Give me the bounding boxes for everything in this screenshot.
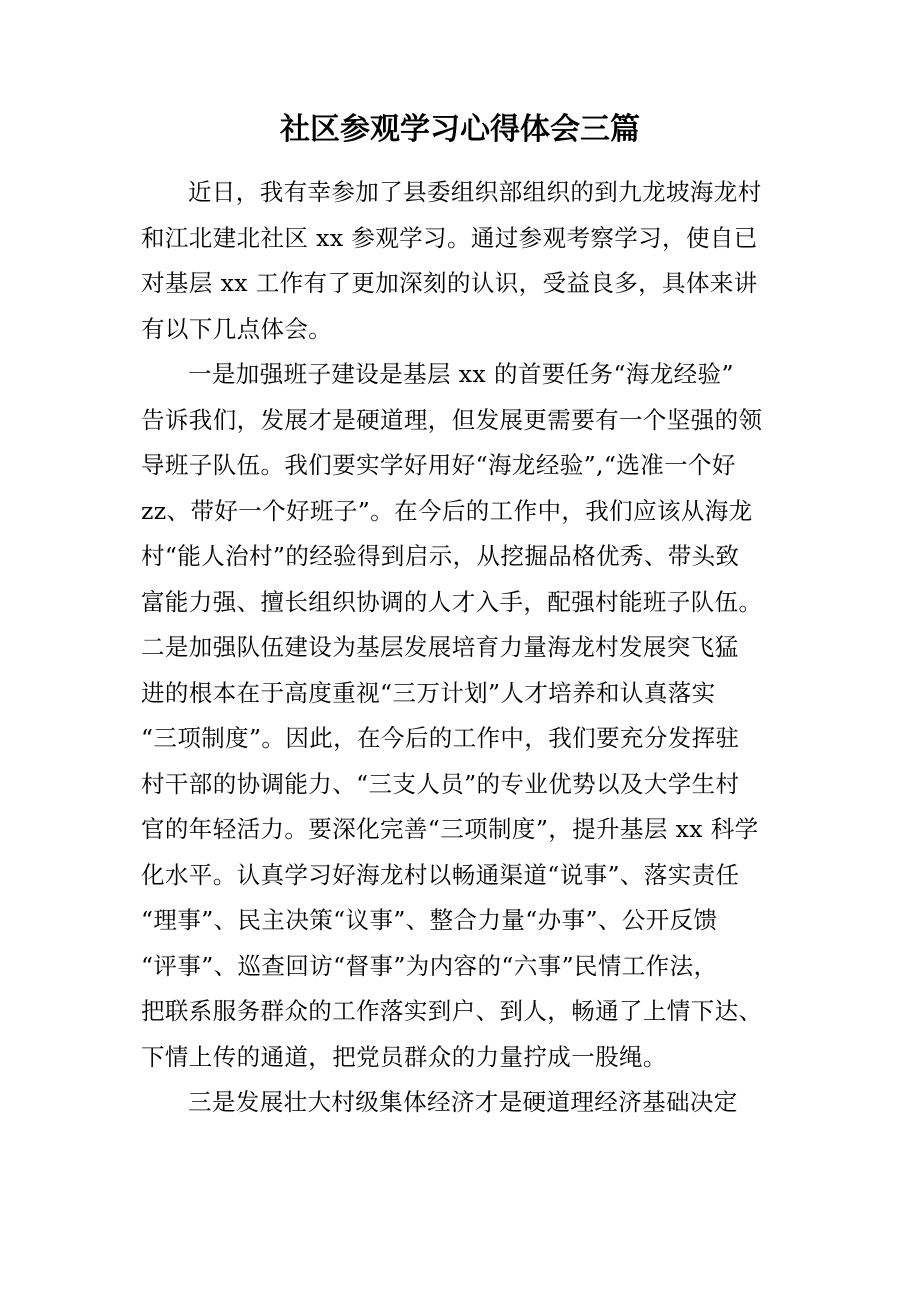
paragraph-line: 下情上传的通道，把党员群众的力量拧成一股绳。: [141, 1042, 667, 1071]
paragraph-line: “评事”、巡查回访“督事”为内容的“六事”民情工作法，: [141, 951, 718, 980]
paragraph-line: zz、带好一个好班子”。在今后的工作中，我们应该从海龙: [141, 496, 753, 525]
document-body: [141, 170, 781, 1126]
paragraph-line: 把联系服务群众的工作落实到户、到人，畅通了上情下达、: [141, 997, 763, 1025]
page-title: 社区参观学习心得体会三篇: [280, 112, 640, 147]
paragraph-line: 村干部的协调能力、“三支人员”的专业优势以及大学生村: [141, 769, 740, 798]
paragraph-line: “理事”、民主决策“议事”、整合力量“办事”、公开反馈: [141, 906, 718, 934]
paragraph-line: 有以下几点体会。: [141, 314, 333, 343]
paragraph-line: 化水平。认真学习好海龙村以畅通渠道“说事”、落实责任: [141, 860, 740, 889]
paragraph-line: 进的根本在于高度重视“三万计划”人才培养和认真落实: [141, 678, 716, 707]
paragraph-line: 村“能人治村”的经验得到启示，从挖掘品格优秀、带头致: [141, 542, 740, 570]
paragraph-line: 近日，我有幸参加了县委组织部组织的到九龙坡海龙村: [188, 178, 762, 206]
paragraph-line: 对基层 xx 工作有了更加深刻的认识，受益良多，具体来讲: [141, 269, 758, 297]
paragraph-line: 一是加强班子建设是基层 xx 的首要任务“海龙经验”: [188, 360, 734, 388]
paragraph-line: 三是发展壮大村级集体经济才是硬道理经济基础决定: [188, 1088, 738, 1116]
paragraph-line: “三项制度”。因此，在今后的工作中，我们要充分发挥驻: [141, 724, 740, 752]
paragraph-line: 二是加强队伍建设为基层发展培育力量海龙村发展突飞猛: [141, 633, 739, 661]
paragraph-line: 富能力强、擅长组织协调的人才入手，配强村能班子队伍。: [141, 587, 763, 616]
paragraph-line: 官的年轻活力。要深化完善“三项制度”，提升基层 xx 科学: [141, 815, 759, 843]
paragraph-line: 告诉我们，发展才是硬道理，但发展更需要有一个坚强的领: [141, 405, 763, 434]
paragraph-line: 和江北建北社区 xx 参观学习。通过参观考察学习，使自已: [141, 223, 758, 252]
paragraph-line: 导班子队伍。我们要实学好用好“海龙经验”,“选准一个好: [141, 451, 736, 479]
